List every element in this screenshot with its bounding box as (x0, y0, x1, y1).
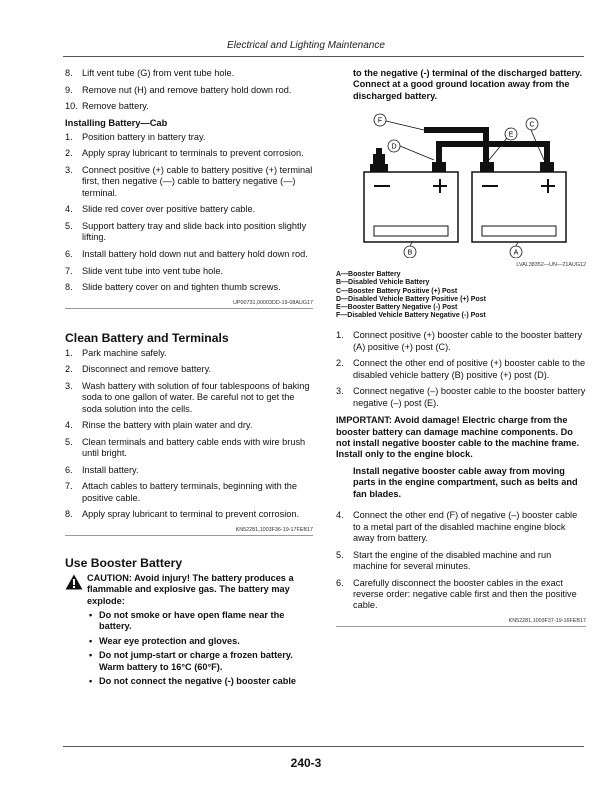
caution-bullet: • Do not smoke or have open flame near the battery. (89, 609, 285, 632)
list-item: 1. Position battery in battery tray. (65, 131, 206, 142)
booster-steps-b (336, 510, 586, 612)
list-item: 1. Park machine safely. (65, 347, 167, 358)
important-text-2: Install negative booster cable away from moving parts in the engine compartment, such as belts and fan blades. (353, 465, 578, 499)
callout-d-label: D (391, 143, 397, 151)
list-item: 2. Connect the other end of positive (+) booster cable to the disabled vehicle battery (B) positive (+) post (D). (336, 358, 586, 380)
reference-code: KN52281,1003F37-19-16FEB17 (508, 617, 586, 624)
legend-item: D—Disabled Vehicle Battery Positive (+) Post (336, 295, 486, 303)
running-head: Electrical and Lighting Maintenance (227, 40, 385, 51)
warning-triangle-icon (65, 574, 83, 590)
left-column (65, 68, 313, 687)
list-item: 8. Slide battery cover on and tighten thumb screws. (65, 282, 281, 293)
list-item: 4. Slide red cover over positive battery cable. (65, 204, 256, 215)
booster-battery-figure (336, 108, 586, 268)
reference-code: UP00731,00003DD-19-08AUG17 (232, 299, 313, 306)
installing-steps (65, 132, 313, 294)
reference-rule (336, 614, 586, 627)
use-booster-heading: Use Booster Battery (65, 555, 183, 570)
list-item: 9. Remove nut (H) and remove battery hold down rod. (65, 84, 292, 95)
list-item: 2. Apply spray lubricant to terminals to prevent corrosion. (65, 148, 304, 159)
caution-bullet: • Do not jump-start or charge a frozen battery. Warm battery to 16°C (60°F). (89, 650, 293, 672)
callout-c-label: C (529, 121, 535, 129)
figure-code: LVAL38352—UN—21AUG12 (516, 262, 586, 269)
legend-item: E—Booster Battery Negative (-) Post (336, 304, 458, 312)
list-item: 8. Apply spray lubricant to terminal to prevent corrosion. (65, 509, 300, 520)
reference-rule (65, 296, 313, 309)
callout-a-label: A (513, 249, 519, 257)
caution-bullet: • Do not connect the negative (-) booster cable (89, 676, 297, 686)
caution-text: CAUTION: Avoid injury! The battery produces a flammable and explosive gas. The battery may explode: (87, 572, 294, 606)
caution-bullet: • Wear eye protection and gloves. (89, 635, 240, 646)
callout-e-label: E (508, 131, 514, 139)
list-item: 6. Install battery hold down nut and battery hold down rod. (65, 248, 308, 259)
list-item: 5. Start the engine of the disabled machine and run machine for several minutes. (336, 549, 552, 571)
figure-legend (336, 271, 586, 320)
continued-caution-text: to the negative (-) terminal of the discharged battery. Connect at a good ground location away from the discharged battery. (353, 68, 583, 101)
list-item: 4. Connect the other end (F) of negative (–) booster cable to a metal part of the disabled machine engine block away from battery. (336, 510, 578, 543)
reference-rule (65, 523, 313, 536)
list-item: 1. Connect positive (+) booster cable to the booster battery (A) positive (+) post (C). (336, 330, 583, 352)
list-item: 6. Carefully disconnect the booster cables in the exact reverse order: negative cable first and then the positive cable. (336, 577, 577, 611)
list-item: 3. Connect positive (+) cable to battery positive (+) terminal first, then negative (—) cable to battery negative (—) terminal. (65, 164, 313, 198)
booster-steps-a (336, 330, 586, 409)
page-number: 240-3 (290, 756, 322, 770)
reference-code: KN52281,1003F36-19-17FEB17 (235, 526, 313, 533)
clean-steps (65, 348, 313, 521)
list-item: 8. Lift vent tube (G) from vent tube hole. (65, 68, 235, 78)
list-item: 3. Connect negative (–) booster cable to the booster battery negative (–) post (E). (336, 386, 586, 408)
legend-item: A—Booster Battery (336, 271, 401, 279)
list-item: 7. Slide vent tube into vent tube hole. (65, 265, 223, 276)
list-item: 10. Remove battery. (65, 101, 149, 112)
legend-item: C—Booster Battery Positive (+) Post (336, 287, 458, 295)
header-rule (63, 56, 584, 57)
booster-connection-diagram (336, 108, 586, 258)
callout-b-label: B (407, 249, 413, 257)
legend-item: F—Disabled Vehicle Battery Negative (-) Post (336, 312, 486, 320)
caution-block (65, 573, 313, 688)
important-text: IMPORTANT: Avoid damage! Electric charge from the booster battery can damage machine components. Do not install negative booster cable to the machine frame. Install only to the engine block. (336, 415, 580, 460)
list-item: 6. Install battery. (65, 464, 139, 475)
clean-battery-heading: Clean Battery and Terminals (65, 330, 229, 345)
footer-rule (63, 746, 584, 747)
list-item: 5. Support battery tray and slide back into position slightly lifting. (65, 220, 307, 243)
callout-f-label: F (377, 117, 383, 125)
list-item: 4. Rinse the battery with plain water and dry. (65, 420, 253, 431)
installing-battery-heading: Installing Battery—Cab (65, 117, 168, 128)
list-item: 7. Attach cables to battery terminals, beginning with the positive cable. (65, 481, 298, 503)
right-column (336, 68, 586, 627)
important-notice (336, 415, 586, 461)
list-item: 2. Disconnect and remove battery. (65, 364, 212, 375)
list-item: 3. Wash battery with solution of four tablespoons of baking soda to one gallon of water. Be careful not to get the soda solution into the cells. (65, 380, 310, 414)
legend-item: B—Disabled Vehicle Battery (336, 279, 430, 287)
removal-steps (65, 68, 313, 113)
list-item: 5. Clean terminals and battery cable ends with wire brush until bright. (65, 436, 306, 459)
